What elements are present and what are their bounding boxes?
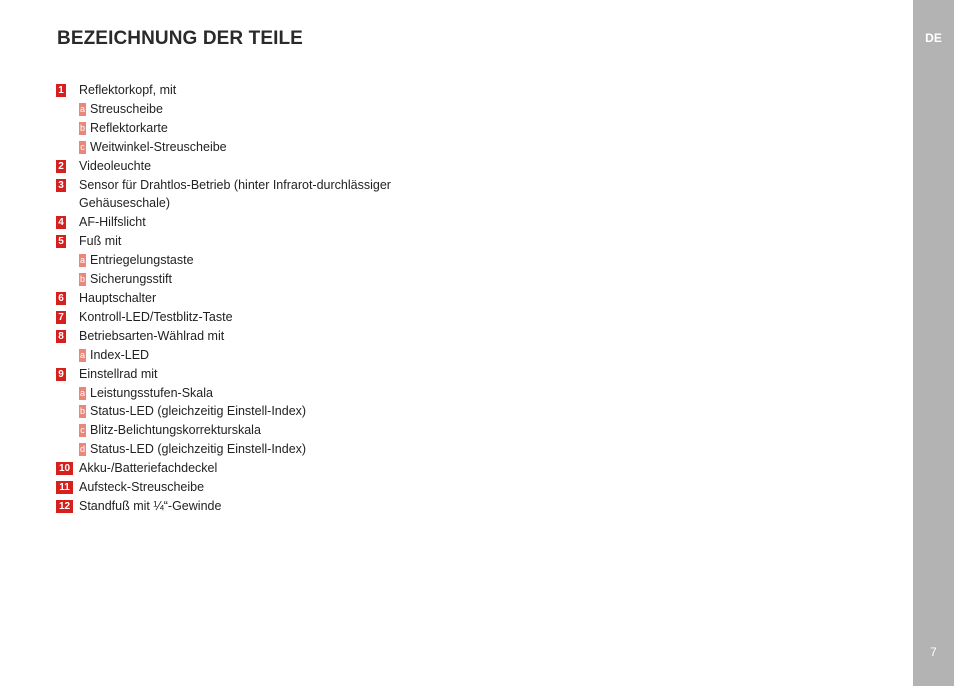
item-text: Betriebsarten-Wählrad mit [79, 328, 225, 343]
item-number-badge: 2 [56, 160, 66, 173]
sub-item-letter-badge: b [79, 406, 85, 417]
sub-item-letter-badge: a [79, 255, 85, 266]
sub-item [56, 384, 496, 403]
item-number-badge: 10 [56, 462, 73, 475]
item-text: Weitwinkel-Streuscheibe [90, 139, 227, 154]
list-item [56, 497, 496, 516]
item-text: Sicherungsstift [90, 272, 172, 287]
list-item [56, 157, 496, 176]
item-text: Kontroll-LED/Testblitz-Taste [79, 309, 233, 324]
list-item [56, 365, 496, 384]
page-title: BEZEICHNUNG DER TEILE [57, 28, 303, 49]
item-number-badge: 9 [56, 368, 66, 381]
sub-item [56, 270, 496, 289]
item-number-badge: 3 [56, 179, 66, 192]
item-number-badge: 8 [56, 330, 66, 343]
item-number-badge: 6 [56, 292, 66, 305]
item-text: Streuscheibe [90, 101, 163, 116]
sub-item-letter-badge: b [79, 122, 85, 133]
item-text: Videoleuchte [79, 158, 152, 173]
item-text: Gehäuseschale) [79, 196, 171, 211]
sub-item-letter-badge: d [79, 444, 85, 455]
item-text: Hauptschalter [79, 290, 157, 305]
list-item [56, 459, 496, 478]
list-item [56, 232, 496, 251]
page-number: 7 [930, 645, 937, 659]
item-text: Reflektorkopf, mit [79, 83, 177, 97]
list-item-continuation [56, 194, 496, 213]
sub-item-letter-badge: a [79, 349, 85, 360]
sub-item [56, 440, 496, 459]
item-text: Blitz-Belichtungskorrekturskala [90, 423, 261, 438]
sub-item [56, 138, 496, 157]
item-number-badge: 4 [56, 216, 66, 229]
sub-item-letter-badge: a [79, 387, 85, 398]
list-item [56, 81, 496, 100]
item-text: AF-Hilfslicht [79, 215, 146, 230]
item-text: Reflektorkarte [90, 120, 168, 135]
item-text: Entriegelungstaste [90, 253, 194, 268]
sub-item [56, 346, 496, 365]
list-item [56, 478, 496, 497]
sub-item [56, 251, 496, 270]
item-text: Einstellrad mit [79, 366, 158, 381]
sub-item [56, 402, 496, 421]
language-label: DE [925, 31, 942, 45]
list-item [56, 327, 496, 346]
item-number-badge: 11 [56, 481, 73, 494]
sub-item [56, 100, 496, 119]
item-number-badge: 1 [56, 84, 66, 97]
item-text: Leistungsstufen-Skala [90, 385, 213, 400]
sidebar [913, 0, 954, 686]
item-text: Sensor für Drahtlos-Betrieb (hinter Infrarot-durchlässiger [79, 177, 391, 192]
sub-item-letter-badge: a [79, 103, 85, 114]
item-number-badge: 12 [56, 500, 73, 513]
item-text: Aufsteck-Streuscheibe [79, 480, 205, 495]
item-text: Standfuß mit ¼“-Gewinde [79, 498, 222, 513]
item-text: Fuß mit [79, 234, 122, 249]
list-item [56, 176, 496, 195]
item-number-badge: 7 [56, 311, 66, 324]
item-text: Status-LED (gleichzeitig Einstell-Index) [90, 442, 307, 457]
sub-item [56, 119, 496, 138]
item-text: Status-LED (gleichzeitig Einstell-Index) [90, 404, 307, 419]
parts-list [56, 81, 496, 516]
sub-item-letter-badge: b [79, 274, 85, 285]
item-number-badge: 5 [56, 235, 66, 248]
sub-item [56, 421, 496, 440]
sub-item-letter-badge: c [80, 425, 85, 436]
sub-item-letter-badge: c [80, 141, 85, 152]
item-text: Index-LED [90, 347, 150, 362]
list-item [56, 308, 496, 327]
list-item [56, 213, 496, 232]
item-text: Akku-/Batteriefachdeckel [79, 461, 218, 476]
list-item [56, 289, 496, 308]
